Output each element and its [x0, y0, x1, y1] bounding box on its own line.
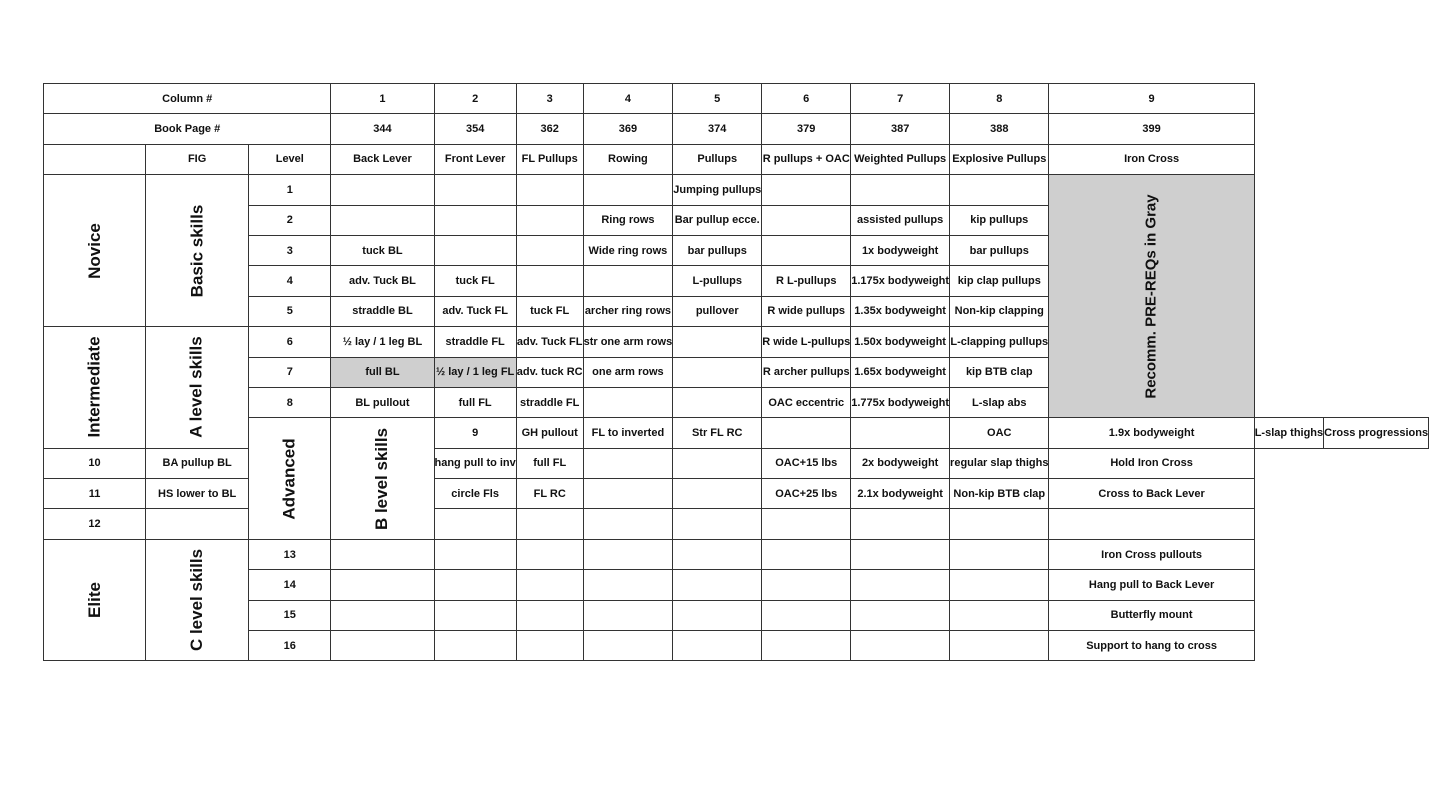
table-cell: kip pullups	[950, 205, 1049, 235]
table-cell	[673, 448, 762, 478]
table-cell: circle Fls	[434, 479, 516, 509]
table-cell: Wide ring rows	[583, 235, 673, 265]
table-cell	[434, 600, 516, 630]
column-number: 4	[583, 84, 673, 114]
table-cell: 1x bodyweight	[851, 235, 950, 265]
table-cell: kip BTB clap	[950, 357, 1049, 387]
column-number-row	[44, 84, 1429, 114]
table-cell: R archer pullups	[762, 357, 851, 387]
table-cell: BA pullup BL	[146, 448, 249, 478]
recomm-prereq-note	[1049, 175, 1254, 418]
table-row	[44, 570, 1429, 600]
fig-group-label: B level skills	[372, 427, 392, 530]
table-cell: Butterfly mount	[1049, 600, 1254, 630]
table-cell	[950, 600, 1049, 630]
level-number: 7	[249, 357, 331, 387]
table-cell: FL RC	[516, 479, 583, 509]
table-cell	[516, 205, 583, 235]
table-row	[44, 418, 1429, 448]
table-cell	[851, 175, 950, 205]
level-number: 6	[249, 327, 331, 357]
table-cell	[762, 509, 851, 539]
column-number: 6	[762, 84, 851, 114]
table-cell	[583, 570, 673, 600]
table-cell: R L-pullups	[762, 266, 851, 296]
fig-basic-skills	[146, 175, 249, 327]
table-cell: OAC	[950, 418, 1049, 448]
book-page-row	[44, 114, 1429, 144]
table-cell: tuck FL	[516, 296, 583, 326]
skill-name-row	[44, 144, 1429, 174]
table-cell: bar pullups	[950, 235, 1049, 265]
table-cell	[331, 539, 434, 569]
table-cell: full FL	[434, 387, 516, 417]
table-cell: Str FL RC	[673, 418, 762, 448]
table-cell: 1.175x bodyweight	[851, 266, 950, 296]
table-cell	[516, 539, 583, 569]
book-page-number: 379	[762, 114, 851, 144]
level-number: 10	[44, 448, 146, 478]
table-cell	[673, 479, 762, 509]
table-cell	[762, 418, 851, 448]
table-cell: Non-kip BTB clap	[950, 479, 1049, 509]
level-number: 16	[249, 631, 331, 661]
book-page-label: Book Page #	[44, 114, 331, 144]
table-cell: Jumping pullups	[673, 175, 762, 205]
table-cell-prereq: ½ lay / 1 leg FL	[434, 357, 516, 387]
level-number: 13	[249, 539, 331, 569]
level-number: 3	[249, 235, 331, 265]
skill-name: Pullups	[673, 144, 762, 174]
table-cell	[762, 600, 851, 630]
table-cell: HS lower to BL	[146, 479, 249, 509]
group-label: Advanced	[279, 437, 299, 520]
table-cell	[434, 570, 516, 600]
table-cell-prereq: full BL	[331, 357, 434, 387]
table-cell: ½ lay / 1 leg BL	[331, 327, 434, 357]
table-cell: Ring rows	[583, 205, 673, 235]
level-number: 5	[249, 296, 331, 326]
column-number: 5	[673, 84, 762, 114]
table-cell	[851, 570, 950, 600]
table-cell: Hang pull to Back Lever	[1049, 570, 1254, 600]
skill-name: Explosive Pullups	[950, 144, 1049, 174]
group-label: Elite	[84, 582, 104, 619]
table-cell	[516, 235, 583, 265]
progression-chart	[43, 83, 1429, 661]
table-cell	[516, 509, 583, 539]
fig-b-level-skills	[331, 418, 434, 540]
table-cell: 1.775x bodyweight	[851, 387, 950, 417]
book-page-number: 387	[851, 114, 950, 144]
table-cell: OAC+25 lbs	[762, 479, 851, 509]
table-cell	[434, 509, 516, 539]
table-cell: FL to inverted	[583, 418, 673, 448]
group-intermediate	[44, 327, 146, 449]
table-cell	[851, 539, 950, 569]
fig-group-label: C level skills	[187, 549, 207, 652]
table-row	[44, 631, 1429, 661]
table-cell	[434, 175, 516, 205]
table-cell	[583, 479, 673, 509]
level-number: 2	[249, 205, 331, 235]
table-cell: 1.35x bodyweight	[851, 296, 950, 326]
table-cell	[851, 631, 950, 661]
table-cell	[331, 205, 434, 235]
table-cell	[583, 539, 673, 569]
table-cell: assisted pullups	[851, 205, 950, 235]
skill-name: Weighted Pullups	[851, 144, 950, 174]
book-page-number: 344	[331, 114, 434, 144]
skill-name: Iron Cross	[1049, 144, 1254, 174]
skill-name: R pullups + OAC	[762, 144, 851, 174]
table-cell: L-slap abs	[950, 387, 1049, 417]
book-page-number: 399	[1049, 114, 1254, 144]
level-number: 14	[249, 570, 331, 600]
table-cell: bar pullups	[673, 235, 762, 265]
column-number: 9	[1049, 84, 1254, 114]
skill-name: Back Lever	[331, 144, 434, 174]
table-cell: Non-kip clapping	[950, 296, 1049, 326]
fig-label: FIG	[146, 144, 249, 174]
table-cell: Bar pullup ecce.	[673, 205, 762, 235]
level-number: 11	[44, 479, 146, 509]
skill-name: Front Lever	[434, 144, 516, 174]
table-cell	[673, 631, 762, 661]
table-cell	[516, 266, 583, 296]
table-cell: full FL	[516, 448, 583, 478]
group-label: Intermediate	[84, 336, 104, 438]
table-cell	[583, 175, 673, 205]
group-novice	[44, 175, 146, 327]
level-number: 15	[249, 600, 331, 630]
group-elite	[44, 539, 146, 661]
table-cell	[673, 327, 762, 357]
table-cell	[434, 205, 516, 235]
table-cell: Hold Iron Cross	[1049, 448, 1254, 478]
table-cell: BL pullout	[331, 387, 434, 417]
table-cell	[516, 175, 583, 205]
table-cell: Support to hang to cross	[1049, 631, 1254, 661]
table-cell: 2x bodyweight	[851, 448, 950, 478]
fig-group-label: A level skills	[187, 336, 207, 439]
table-cell: OAC eccentric	[762, 387, 851, 417]
table-cell: Cross progressions	[1324, 418, 1429, 448]
table-cell	[673, 600, 762, 630]
table-cell: Iron Cross pullouts	[1049, 539, 1254, 569]
table-row	[44, 600, 1429, 630]
table-cell	[673, 570, 762, 600]
column-number: 8	[950, 84, 1049, 114]
book-page-number: 362	[516, 114, 583, 144]
book-page-number: 369	[583, 114, 673, 144]
column-number: 2	[434, 84, 516, 114]
recomm-prereq-label: Recomm. PRE-REQs in Gray	[1143, 194, 1161, 399]
level-number: 9	[434, 418, 516, 448]
table-cell: kip clap pullups	[950, 266, 1049, 296]
table-cell	[331, 570, 434, 600]
table-cell	[851, 600, 950, 630]
table-cell: straddle BL	[331, 296, 434, 326]
table-cell: pullover	[673, 296, 762, 326]
table-cell	[583, 448, 673, 478]
table-cell: L-pullups	[673, 266, 762, 296]
table-cell	[1049, 509, 1254, 539]
table-cell	[583, 509, 673, 539]
level-number: 4	[249, 266, 331, 296]
table-cell: 1.50x bodyweight	[851, 327, 950, 357]
table-cell	[673, 357, 762, 387]
table-cell: one arm rows	[583, 357, 673, 387]
level-number: 8	[249, 387, 331, 417]
table-cell: straddle FL	[434, 327, 516, 357]
skill-name: Rowing	[583, 144, 673, 174]
table-row	[44, 175, 1429, 205]
table-cell: L-clapping pullups	[950, 327, 1049, 357]
table-cell: adv. Tuck FL	[434, 296, 516, 326]
table-cell	[331, 175, 434, 205]
column-number-label: Column #	[44, 84, 331, 114]
group-advanced	[249, 418, 331, 540]
table-cell	[516, 631, 583, 661]
table-cell: 1.9x bodyweight	[1049, 418, 1254, 448]
table-cell: hang pull to inv	[434, 448, 516, 478]
table-cell	[434, 235, 516, 265]
level-number: 12	[44, 509, 146, 539]
column-number: 1	[331, 84, 434, 114]
book-page-number: 388	[950, 114, 1049, 144]
table-cell	[434, 539, 516, 569]
table-cell	[950, 175, 1049, 205]
table-cell: GH pullout	[516, 418, 583, 448]
table-cell	[583, 387, 673, 417]
table-cell: regular slap thighs	[950, 448, 1049, 478]
table-cell: Cross to Back Lever	[1049, 479, 1254, 509]
table-cell: archer ring rows	[583, 296, 673, 326]
table-cell	[583, 266, 673, 296]
table-cell	[516, 600, 583, 630]
skill-name: FL Pullups	[516, 144, 583, 174]
table-cell	[762, 175, 851, 205]
table-cell	[762, 631, 851, 661]
table-cell	[950, 539, 1049, 569]
table-cell	[950, 631, 1049, 661]
table-cell	[762, 570, 851, 600]
book-page-number: 374	[673, 114, 762, 144]
table-cell	[762, 235, 851, 265]
blank-header-cell	[44, 144, 146, 174]
table-cell	[583, 600, 673, 630]
table-cell: adv. tuck RC	[516, 357, 583, 387]
fig-a-level-skills	[146, 327, 249, 449]
table-cell: tuck BL	[331, 235, 434, 265]
table-cell: adv. Tuck FL	[516, 327, 583, 357]
table-cell	[673, 387, 762, 417]
table-cell	[331, 631, 434, 661]
fig-group-label: Basic skills	[187, 204, 207, 297]
table-cell	[851, 418, 950, 448]
column-number: 7	[851, 84, 950, 114]
table-cell	[950, 509, 1049, 539]
column-number: 3	[516, 84, 583, 114]
group-label: Novice	[84, 222, 104, 279]
level-number: 1	[249, 175, 331, 205]
table-cell: L-slap thighs	[1254, 418, 1323, 448]
table-cell: OAC+15 lbs	[762, 448, 851, 478]
table-cell	[762, 539, 851, 569]
table-cell: tuck FL	[434, 266, 516, 296]
table-cell: straddle FL	[516, 387, 583, 417]
table-cell	[673, 539, 762, 569]
table-cell: R wide pullups	[762, 296, 851, 326]
table-cell: str one arm rows	[583, 327, 673, 357]
table-cell	[583, 631, 673, 661]
table-cell: 1.65x bodyweight	[851, 357, 950, 387]
table-cell	[434, 631, 516, 661]
table-cell	[331, 600, 434, 630]
table-cell	[516, 570, 583, 600]
table-cell	[950, 570, 1049, 600]
table-cell: R wide L-pullups	[762, 327, 851, 357]
table-row	[44, 539, 1429, 569]
table-cell	[146, 509, 249, 539]
book-page-number: 354	[434, 114, 516, 144]
table-cell	[762, 205, 851, 235]
table-cell: 2.1x bodyweight	[851, 479, 950, 509]
table-cell	[673, 509, 762, 539]
table-cell	[851, 509, 950, 539]
table-cell: adv. Tuck BL	[331, 266, 434, 296]
fig-c-level-skills	[146, 539, 249, 661]
level-label: Level	[249, 144, 331, 174]
